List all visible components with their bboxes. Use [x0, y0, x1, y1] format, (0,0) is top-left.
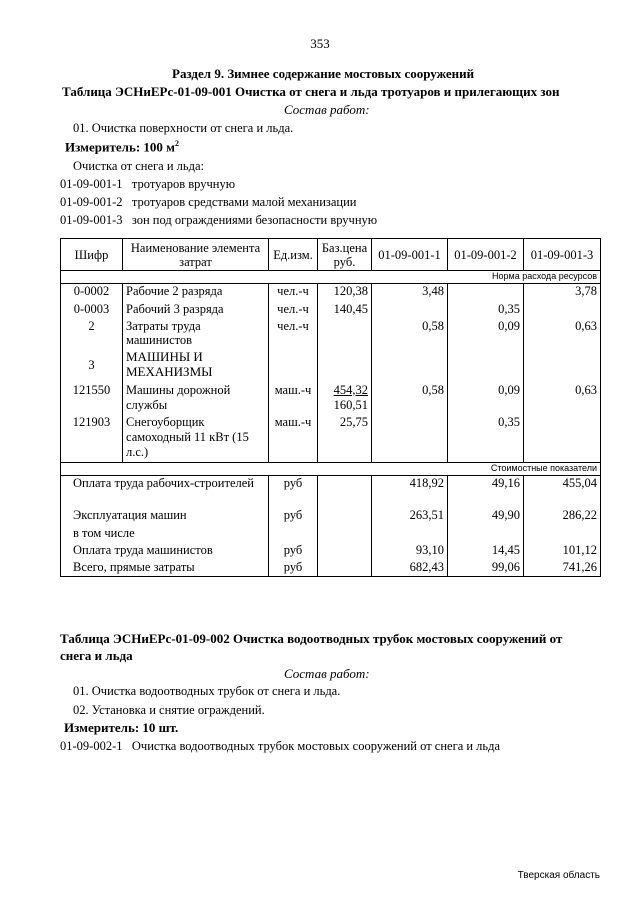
code-line: 01-09-001-3 зон под ограждениями безопасности вручную [60, 213, 378, 227]
cell-v3: 741,26 [524, 560, 601, 577]
cell-price: 120,38 [318, 284, 372, 302]
cell-v2: 0,09 [448, 319, 524, 349]
table1-measure: Измеритель: 100 $м^2$ [65, 139, 180, 155]
cell-v3: 455,04 [524, 476, 601, 508]
table-row [61, 526, 601, 543]
table2-measure: Измеритель: 10 шт. [64, 720, 179, 735]
cell-v1: 418,92 [372, 476, 448, 508]
cell-name: Оплата труда машинистов [61, 543, 269, 560]
cell-v1: 0,58 [372, 383, 448, 415]
cell-v2: 99,06 [448, 560, 524, 577]
table1-subtitle: Очистка от снега и льда: [73, 159, 204, 173]
cell-name: Затраты труда машинистов [123, 319, 269, 349]
cell-unit: руб [269, 508, 318, 526]
cell-v3 [524, 415, 601, 463]
cell-v2: 49,16 [448, 476, 524, 508]
cell-code: 3 [61, 349, 123, 383]
header-unit: Ед.изм. [269, 239, 318, 271]
cell-v1 [372, 415, 448, 463]
header-c3: 01-09-001-3 [524, 239, 601, 271]
cell-code: 0-0003 [61, 302, 123, 319]
cell-name: Эксплуатация машин [61, 508, 269, 526]
cell-name: Снегоуборщик самоходный 11 кВт (15 л.с.) [123, 415, 269, 463]
cell-v2: 14,45 [448, 543, 524, 560]
cell-name: Рабочий 3 разряда [123, 302, 269, 319]
cell-code: 121903 [61, 415, 123, 463]
cell-code: 121550 [61, 383, 123, 415]
cell-price: 454,32 160,51 [318, 383, 372, 415]
table-row [61, 284, 601, 302]
cell-v3: 101,12 [524, 543, 601, 560]
table-row [61, 476, 601, 508]
cell-v2: 49,90 [448, 508, 524, 526]
cell-name: в том числе [61, 526, 269, 543]
table-row [61, 383, 601, 415]
cell-v3: 0,63 [524, 383, 601, 415]
cell-v2: 0,35 [448, 415, 524, 463]
table2-work-1: 01. Очистка водоотводных трубок от снега и льда. [73, 684, 341, 698]
table-row [61, 349, 601, 383]
code-line: 01-09-001-2 тротуаров средствами малой механизации [60, 195, 357, 209]
cell-v3 [524, 302, 601, 319]
cell-name: Оплата труда рабочих-строителей [61, 476, 269, 508]
cell-unit: руб [269, 543, 318, 560]
header-c1: 01-09-001-1 [372, 239, 448, 271]
table-row [61, 543, 601, 560]
table2-title-line1: Таблица ЭСНиЕРс-01-09-002 Очистка водоотводных трубок мостовых сооружений от [60, 631, 563, 646]
cell-v1: 93,10 [372, 543, 448, 560]
cell-v1: 682,43 [372, 560, 448, 577]
banner-norm: Норма расхода ресурсов [61, 271, 601, 284]
cell-unit: маш.-ч [269, 383, 318, 415]
cell-v3: 0,63 [524, 319, 601, 349]
cell-unit: руб [269, 476, 318, 508]
cell-unit: руб [269, 560, 318, 577]
cell-price [318, 319, 372, 349]
cell-v1 [372, 302, 448, 319]
cell-code: 0-0002 [61, 284, 123, 302]
table-row [61, 508, 601, 526]
code-line: 01-09-002-1 Очистка водоотводных трубок мостовых сооружений от снега и льда [60, 739, 501, 753]
table-row [61, 302, 601, 319]
header-code: Шифр [61, 239, 123, 271]
banner-cost: Стоимостные показатели [61, 463, 601, 476]
section-title: Раздел 9. Зимнее содержание мостовых сооружений [172, 66, 475, 81]
cell-v3: 286,22 [524, 508, 601, 526]
cell-v3: 3,78 [524, 284, 601, 302]
table-row [61, 560, 601, 577]
cell-unit: чел.-ч [269, 319, 318, 349]
table1-works-caption: Состав работ: [284, 102, 370, 117]
table-row [61, 319, 601, 349]
cell-unit: чел.-ч [269, 284, 318, 302]
cell-v2: 0,35 [448, 302, 524, 319]
cell-v1: 0,58 [372, 319, 448, 349]
header-name: Наименование элемента затрат [123, 239, 269, 271]
table2-works-caption: Состав работ: [284, 666, 370, 681]
cell-code: 2 [61, 319, 123, 349]
header-price: Баз.цена руб. [318, 239, 372, 271]
cell-name: Машины дорожной службы [123, 383, 269, 415]
cell-price: 140,45 [318, 302, 372, 319]
cell-v2: 0,09 [448, 383, 524, 415]
cell-v1: 263,51 [372, 508, 448, 526]
cell-name: Рабочие 2 разряда [123, 284, 269, 302]
table1-work-1: 01. Очистка поверхности от снега и льда. [73, 121, 294, 135]
cell-v1: 3,48 [372, 284, 448, 302]
footer-region: Тверская область [517, 870, 600, 881]
cell-price: 25,75 [318, 415, 372, 463]
cell-unit: маш.-ч [269, 415, 318, 463]
cell-name: Всего, прямые затраты [61, 560, 269, 577]
header-c2: 01-09-001-2 [448, 239, 524, 271]
cell-name: МАШИНЫ И МЕХАНИЗМЫ [123, 349, 269, 383]
table-header-row [61, 239, 601, 271]
code-line: 01-09-001-1 тротуаров вручную [60, 177, 236, 191]
table1-title: Таблица ЭСНиЕРс-01-09-001 Очистка от снега и льда тротуаров и прилегающих зон [62, 84, 560, 99]
norms-table [60, 238, 601, 577]
cell-unit: чел.-ч [269, 302, 318, 319]
table2-work-2: 02. Установка и снятие ограждений. [73, 703, 265, 717]
table-row [61, 415, 601, 463]
table2-title-line2: снега и льда [60, 648, 133, 663]
cell-v2 [448, 284, 524, 302]
page-number: 353 [310, 36, 330, 51]
